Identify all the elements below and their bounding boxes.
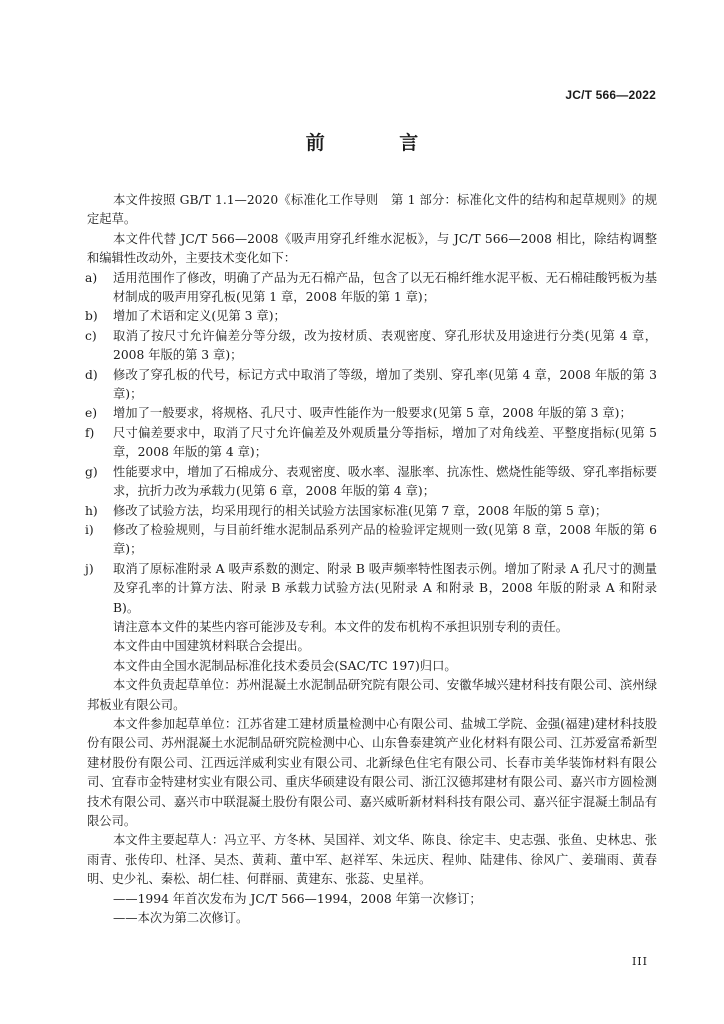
item-marker: a) (85, 270, 98, 285)
page-number: III (631, 955, 648, 968)
change-list (63, 269, 657, 618)
participating-drafters: 本文件参加起草单位：江苏省建工建材质量检测中心有限公司、盐城工学院、金强(福建)建材科技股份有限公司、苏州混凝土水泥制品研究院检测中心、山东鲁泰建筑产业化材料有限公司、江苏爱富希新型建材股份有限公司、江西远洋威利实业有限公司、北新绿色住宅有限公司、长春市美华装饰材料有限公司、宜春市金特建材实业有限公司、重庆华硕建设有限公司、浙江汉德邦建材有限公司、嘉兴市方圆检测技术有限公司、嘉兴市中联混凝土股份有限公司、嘉兴威昕新材料科技有限公司、嘉兴征宇混凝土制品有限公司。 (87, 716, 657, 828)
list-item (63, 463, 657, 502)
item-marker: i) (85, 522, 94, 537)
item-marker: h) (85, 503, 98, 518)
item-text: 取消了原标准附录 A 吸声系数的测定、附录 B 吸声频率特性图表示例。增加了附录 A 孔尺寸的测量及穿孔率的计算方法、附录 B 承载力试验方法(见附录 A 和附录 B，2008 年版的附录 A 和附录 B)。 (113, 561, 657, 615)
item-text: 性能要求中，增加了石棉成分、表观密度、吸水率、湿胀率、抗冻性、燃烧性能等级、穿孔率指标要求，抗折力改为承载力(见第 6 章，2008 年版的第 4 章)； (113, 464, 657, 499)
list-item (63, 366, 657, 405)
foreword-body (87, 191, 657, 928)
item-marker: g) (85, 464, 98, 479)
item-marker: c) (85, 328, 97, 343)
centralized-by: 本文件由全国水泥制品标准化技术委员会(SAC/TC 197)归口。 (113, 658, 457, 673)
history-item: ——本次为第二次修订。 (113, 911, 249, 926)
list-item (63, 560, 657, 618)
item-text: 取消了按尺寸允许偏差分等分级，改为按材质、表观密度、穿孔形状及用途进行分类(见第 4 章，2008 年版的第 3 章)； (113, 328, 657, 363)
list-item (63, 424, 657, 463)
item-marker: f) (85, 425, 95, 440)
page-title: 前 言 (305, 132, 453, 154)
replace-paragraph: 本文件代替 JC/T 566—2008《吸声用穿孔纤维水泥板》，与 JC/T 566—2008 相比，除结构调整和编辑性改动外，主要技术变化如下： (87, 231, 657, 266)
patent-note: 请注意本文件的某些内容可能涉及专利。本文件的发布机构不承担识别专利的责任。 (113, 619, 568, 634)
list-item (63, 404, 657, 423)
item-marker: e) (85, 406, 98, 421)
item-marker: b) (85, 309, 98, 324)
item-text: 增加了术语和定义(见第 3 章)； (113, 309, 286, 324)
standard-code: JC/T 566—2022 (565, 88, 656, 102)
list-item (63, 521, 657, 560)
item-text: 适用范围作了修改，明确了产品为无石棉产品，包含了以无石棉纤维水泥平板、无石棉硅酸钙板为基材制成的吸声用穿孔板(见第 1 章，2008 年版的第 1 章)； (113, 270, 657, 305)
item-text: 尺寸偏差要求中，取消了尺寸允许偏差及外观质量分等指标，增加了对角线差、平整度指标(见第 5 章，2008 年版的第 4 章)； (113, 425, 657, 460)
item-marker: j) (85, 561, 94, 576)
main-drafters: 本文件主要起草人：冯立平、方冬林、吴国祥、刘文华、陈良、徐定丰、史志强、张鱼、史林忠、张雨青、张传印、杜泽、吴杰、黄莉、董中军、赵祥军、朱远庆、程帅、陆建伟、徐风广、姜瑞雨、黄春明、史少礼、秦松、胡仁桂、何群丽、黄建东、张蕊、史星祥。 (87, 833, 657, 887)
list-item (63, 327, 657, 366)
history-item: ——1994 年首次发布为 JC/T 566—1994，2008 年第一次修订； (113, 891, 482, 906)
responsible-drafters: 本文件负责起草单位：苏州混凝土水泥制品研究院有限公司、安徽华城兴建材科技有限公司、滨州绿邦板业有限公司。 (87, 678, 657, 712)
item-text: 修改了试验方法，均采用现行的相关试验方法国家标准(见第 7 章，2008 年版的第 5 章)； (113, 503, 608, 518)
proposed-by: 本文件由中国建筑材料联合会提出。 (113, 639, 310, 654)
item-text: 修改了检验规则，与目前纤维水泥制品系列产品的检验评定规则一致(见第 8 章，2008 年版的第 6 章)； (113, 522, 657, 557)
item-text: 修改了穿孔板的代号，标记方式中取消了等级，增加了类别、穿孔率(见第 4 章，2008 年版的第 3 章)； (113, 367, 657, 402)
list-item (63, 502, 657, 521)
item-text: 增加了一般要求，将规格、孔尺寸、吸声性能作为一般要求(见第 5 章，2008 年版的第 3 章)； (113, 406, 632, 421)
list-item (63, 269, 657, 308)
item-marker: d) (85, 367, 98, 382)
intro-paragraph: 本文件按照 GB/T 1.1—2020《标准化工作导则 第 1 部分：标准化文件的结构和起草规则》的规定起草。 (87, 193, 657, 227)
list-item (63, 307, 657, 326)
